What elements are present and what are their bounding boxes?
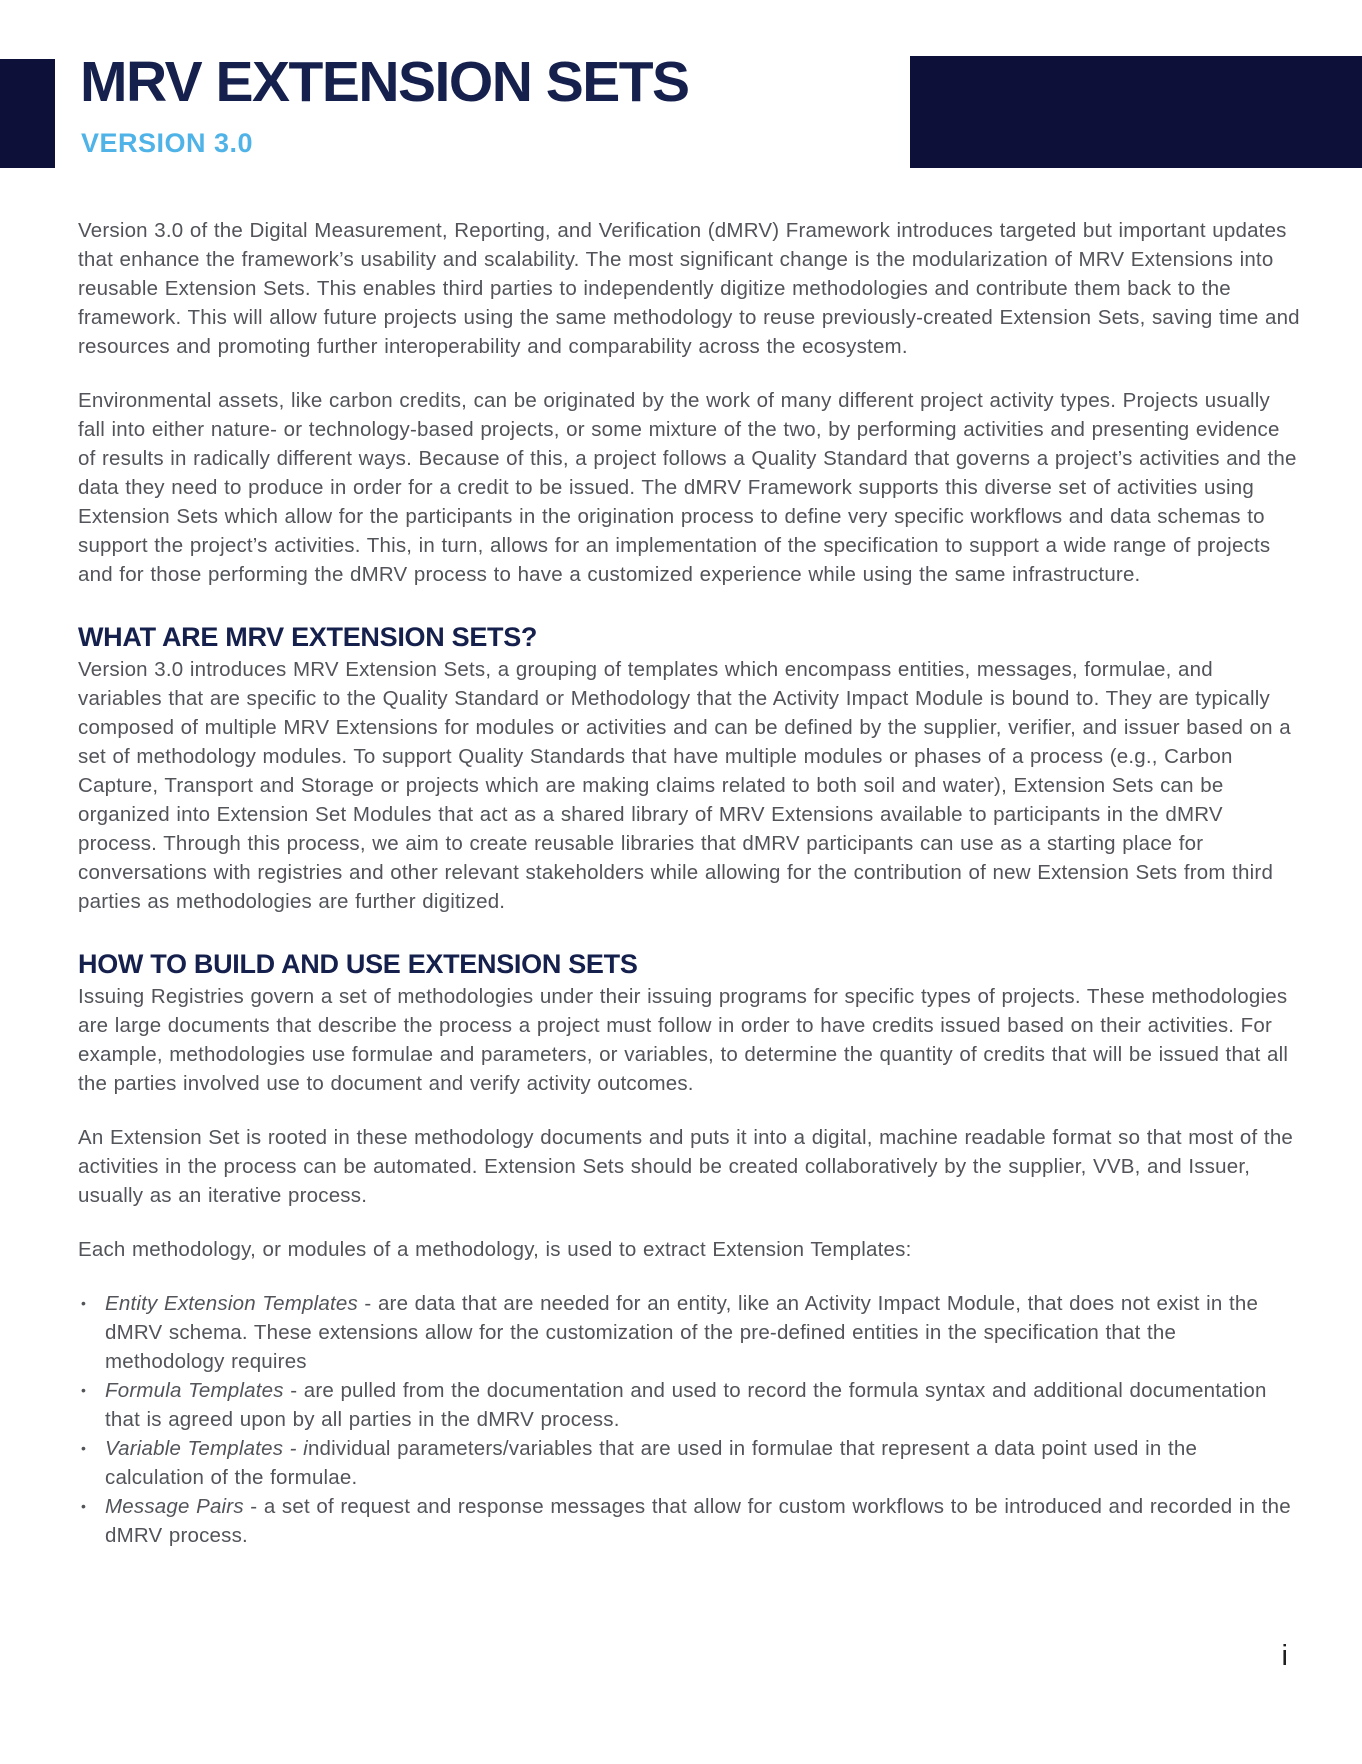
intro-paragraph-2: Environmental assets, like carbon credits, can be originated by the work of many different project activity types. Projects usually fall into either nature- or technology-based projects, or some mixture of the two, by performing activities and presenting evidence of results in radically different ways. Because of this, a project follows a Quality Standard that governs a project’s activities and the data they need to produce in order for a credit to be issued. The dMRV Framework supports this diverse set of activities using Extension Sets which allow for the participants in the origination process to define very specific workflows and data schemas to support the project’s activities. This, in turn, allows for an implementation of the specification to support a wide range of projects and for those performing the dMRV process to have a customized experience while using the same infrastructure.	[78, 389, 1297, 586]
how-to-paragraph-2: An Extension Set is rooted in these methodology documents and puts it into a digital, machine readable format so that most of the activities in the process can be automated. Extension Sets should be created collaboratively by the supplier, VVB, and Issuer, usually as an iterative process.	[78, 1126, 1294, 1207]
list-item-lead: Message Pairs	[105, 1495, 244, 1518]
document-title: MRV EXTENSION SETS	[80, 50, 689, 114]
list-item-text: - are pulled from the documentation and used to record the formula syntax and additional documentation that is agreed upon by all parties in the dMRV process.	[105, 1379, 1267, 1431]
header-right-accent-block	[910, 56, 1362, 168]
list-item-text: - a set of request and response messages that allow for custom workflows to be introduced and recorded in the dMRV process.	[105, 1495, 1291, 1547]
list-item-message-pairs	[78, 1492, 1302, 1550]
list-item-lead: Variable Templates - i	[105, 1437, 308, 1460]
section-heading-how-to-build-and-use: HOW TO BUILD AND USE EXTENSION SETS	[78, 949, 638, 979]
list-item-lead: Formula Templates	[105, 1379, 284, 1402]
how-to-paragraph-1: Issuing Registries govern a set of methodologies under their issuing programs for specific types of projects. These methodologies are large documents that describe the process a project must follow in order to have credits issued based on their activities. For example, methodologies use formulae and parameters, or variables, to determine the quantity of credits that will be issued that all the parties involved use to document and verify activity outcomes.	[78, 985, 1289, 1095]
list-item-text: - are data that are needed for an entity, like an Activity Impact Module, that does not exist in the dMRV schema. These extensions allow for the customization of the pre-defined entities in the specification that the methodology requires	[105, 1292, 1259, 1373]
list-item-text: ndividual parameters/variables that are used in formulae that represent a data point used in the calculation of the formulae.	[105, 1437, 1198, 1489]
list-item-formula-templates	[78, 1376, 1302, 1434]
extension-templates-list	[78, 1289, 1302, 1550]
how-to-paragraph-3: Each methodology, or modules of a methodology, is used to extract Extension Templates:	[78, 1238, 912, 1261]
section-heading-what-are-mrv-extension-sets: WHAT ARE MRV EXTENSION SETS?	[78, 622, 538, 652]
what-are-paragraph: Version 3.0 introduces MRV Extension Sets, a grouping of templates which encompass entities, messages, formulae, and variables that are specific to the Quality Standard or Methodology that the Activity Impact Module is bound to. They are typically composed of multiple MRV Extensions for modules or activities and can be defined by the supplier, verifier, and issuer based on a set of methodology modules. To support Quality Standards that have multiple modules or phases of a process (e.g., Carbon Capture, Transport and Storage or projects which are making claims related to both soil and water), Extension Sets can be organized into Extension Set Modules that act as a shared library of MRV Extensions available to participants in the dMRV process. Through this process, we aim to create reusable libraries that dMRV participants can use as a starting place for conversations with registries and other relevant stakeholders while allowing for the contribution of new Extension Sets from third parties as methodologies are further digitized.	[78, 658, 1291, 913]
document-version-label: VERSION 3.0	[81, 128, 254, 158]
page-number: i	[1281, 1640, 1288, 1672]
list-item-lead: Entity Extension Templates	[105, 1292, 358, 1315]
list-item-entity-extension-templates	[78, 1289, 1302, 1376]
header-left-accent-block	[0, 59, 55, 168]
list-item-variable-templates	[78, 1434, 1302, 1492]
intro-paragraph-1: Version 3.0 of the Digital Measurement, Reporting, and Verification (dMRV) Framework introduces targeted but important updates that enhance the framework’s usability and scalability. The most significant change is the modularization of MRV Extensions into reusable Extension Sets. This enables third parties to independently digitize methodologies and contribute them back to the framework. This will allow future projects using the same methodology to reuse previously-created Extension Sets, saving time and resources and promoting further interoperability and comparability across the ecosystem.	[78, 219, 1300, 358]
